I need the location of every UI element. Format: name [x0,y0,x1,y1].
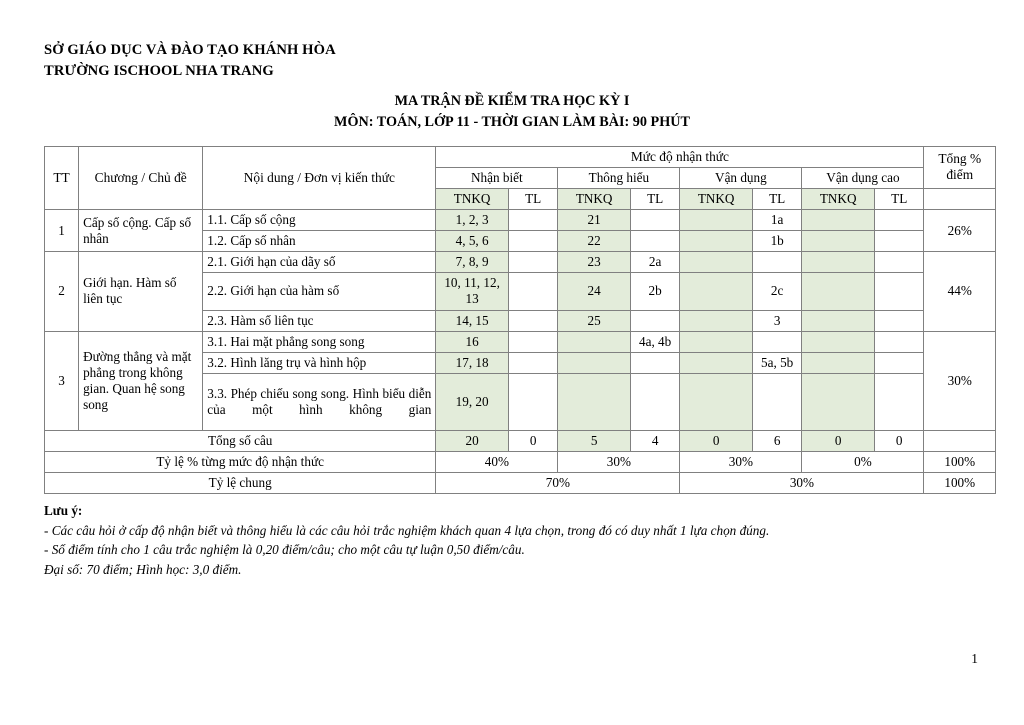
cell-nb-tl [508,373,557,430]
col-header-total-pct-spacer [924,188,996,209]
cell-th-tnkq: 21 [558,210,631,231]
cell-vd-tl: 3 [752,310,801,331]
cell-total-pct: 26% [924,210,996,252]
exam-matrix-table [44,146,996,495]
cell-vd-tl: 1b [752,231,801,252]
summary-label-overall-ratio: Tỷ lệ chung [45,472,436,493]
summary-vd-tl: 6 [752,430,801,451]
cell-nb-tnkq: 10, 11, 12, 13 [436,273,509,310]
cell-vdc-tnkq [802,273,875,310]
col-header-vdc-tnkq: TNKQ [802,188,875,209]
col-header-vdc-tl: TL [874,188,924,209]
page-title [44,91,980,132]
cell-nb-tnkq: 19, 20 [436,373,509,430]
cell-vdc-tl [874,231,924,252]
title-line-1: MA TRẬN ĐỀ KIỂM TRA HỌC KỲ I [394,93,630,110]
col-header-vd-tnkq: TNKQ [680,188,753,209]
cell-vd-tnkq [680,273,753,310]
cell-vd-tnkq [680,310,753,331]
col-header-level-thong-hieu: Thông hiểu [558,167,680,188]
col-header-th-tnkq: TNKQ [558,188,631,209]
cell-th-tl [630,231,679,252]
cell-vd-tnkq [680,231,753,252]
cell-th-tnkq [558,373,631,430]
notes-line-1: - Các câu hỏi ở cấp độ nhận biết và thông hiểu là các câu hỏi trắc nghiệm khách quan 4 lựa chọn, trong đó có duy nhất 1 lựa chọn đúng. [44,522,770,538]
col-header-nb-tl: TL [508,188,557,209]
summary-vdc-tl: 0 [874,430,924,451]
cell-th-tl: 2b [630,273,679,310]
row-content: 1.1. Cấp số cộng [203,210,436,231]
cell-th-tnkq: 24 [558,273,631,310]
cell-nb-tl [508,310,557,331]
cell-vdc-tl [874,252,924,273]
table-row [45,331,996,352]
cell-total-pct: 44% [924,252,996,331]
cell-vdc-tnkq [802,252,875,273]
notes-heading: Lưu ý: [44,503,83,519]
cell-nb-tl [508,252,557,273]
summary-row-ratio-per-level [45,451,996,472]
cell-nb-tnkq: 16 [436,331,509,352]
cell-vdc-tnkq [802,231,875,252]
header-row-1 [45,146,996,167]
summary-overall-ratio-total: 100% [924,472,996,493]
col-header-levels: Mức độ nhận thức [436,146,924,167]
cell-vdc-tl [874,373,924,430]
cell-vd-tnkq [680,252,753,273]
school-name: TRƯỜNG ISCHOOL NHA TRANG [44,63,274,80]
summary-label-ratio-per-level: Tỷ lệ % từng mức độ nhận thức [45,451,436,472]
cell-nb-tnkq: 1, 2, 3 [436,210,509,231]
cell-th-tl [630,310,679,331]
table-row [45,252,996,273]
col-header-tt: TT [45,146,79,210]
cell-total-pct: 30% [924,331,996,430]
row-tt: 3 [45,331,79,430]
summary-ratio-van-dung: 30% [680,451,802,472]
cell-vd-tl [752,331,801,352]
summary-ratio-level-total: 100% [924,451,996,472]
col-header-nb-tnkq: TNKQ [436,188,509,209]
summary-ratio-van-dung-cao: 0% [802,451,924,472]
cell-nb-tnkq: 7, 8, 9 [436,252,509,273]
cell-th-tl [630,210,679,231]
summary-overall-ratio-first: 70% [436,472,680,493]
letterhead [44,40,996,82]
cell-vdc-tnkq [802,373,875,430]
row-content: 3.2. Hình lăng trụ và hình hộp [203,352,436,373]
cell-vdc-tnkq [802,210,875,231]
cell-vdc-tl [874,310,924,331]
cell-vd-tl: 1a [752,210,801,231]
cell-nb-tl [508,331,557,352]
page-number: 1 [971,651,978,666]
title-line-2: MÔN: TOÁN, LỚP 11 - THỜI GIAN LÀM BÀI: 90 PHÚT [334,113,690,130]
cell-th-tl: 4a, 4b [630,331,679,352]
department-name: SỞ GIÁO DỤC VÀ ĐÀO TẠO KHÁNH HÒA [44,42,336,58]
table-row [45,210,996,231]
cell-th-tnkq [558,331,631,352]
cell-nb-tnkq: 17, 18 [436,352,509,373]
cell-th-tl [630,373,679,430]
cell-th-tnkq: 23 [558,252,631,273]
row-chapter: Cấp số cộng. Cấp số nhân [79,210,203,252]
cell-vdc-tl [874,273,924,310]
row-content: 2.3. Hàm số liên tục [203,310,436,331]
notes-section [44,501,996,579]
col-header-level-nhan-biet: Nhận biết [436,167,558,188]
cell-nb-tl [508,210,557,231]
summary-th-tnkq: 5 [558,430,631,451]
cell-th-tnkq: 25 [558,310,631,331]
cell-th-tnkq [558,352,631,373]
cell-vd-tl: 5a, 5b [752,352,801,373]
cell-vd-tl: 2c [752,273,801,310]
summary-ratio-thong-hieu: 30% [558,451,680,472]
notes-line-3: Đại số: 70 điểm; Hình học: 3,0 điểm. [44,561,242,577]
row-content: 3.1. Hai mặt phẳng song song [203,331,436,352]
col-header-content: Nội dung / Đơn vị kiến thức [203,146,436,210]
cell-th-tl: 2a [630,252,679,273]
cell-nb-tnkq: 4, 5, 6 [436,231,509,252]
summary-overall-ratio-second: 30% [680,472,924,493]
row-tt: 1 [45,210,79,252]
cell-vdc-tnkq [802,352,875,373]
summary-ratio-nhan-biet: 40% [436,451,558,472]
row-tt: 2 [45,252,79,331]
summary-row-total-questions [45,430,996,451]
cell-vd-tnkq [680,373,753,430]
cell-vdc-tl [874,352,924,373]
cell-vd-tl [752,373,801,430]
cell-vdc-tnkq [802,310,875,331]
cell-th-tnkq: 22 [558,231,631,252]
summary-label-total-questions: Tổng số câu [45,430,436,451]
cell-nb-tnkq: 14, 15 [436,310,509,331]
summary-nb-tnkq: 20 [436,430,509,451]
cell-vdc-tl [874,210,924,231]
cell-vd-tnkq [680,210,753,231]
summary-vdc-tnkq: 0 [802,430,875,451]
summary-vd-tnkq: 0 [680,430,753,451]
summary-row-overall-ratio [45,472,996,493]
table-body [45,210,996,494]
cell-vdc-tl [874,331,924,352]
notes-line-2: - Số điểm tính cho 1 câu trắc nghiệm là 0,20 điểm/câu; cho một câu tự luận 0,50 điểm/câu. [44,542,525,558]
row-content: 1.2. Cấp số nhân [203,231,436,252]
table-head [45,146,996,210]
cell-nb-tl [508,352,557,373]
row-content: 3.3. Phép chiếu song song. Hình biểu diễn của một hình không gian [203,373,436,430]
cell-nb-tl [508,231,557,252]
row-content: 2.2. Giới hạn của hàm số [203,273,436,310]
col-header-level-van-dung: Vận dụng [680,167,802,188]
summary-nb-tl: 0 [508,430,557,451]
col-header-level-van-dung-cao: Vận dụng cao [802,167,924,188]
row-content: 2.1. Giới hạn của dãy số [203,252,436,273]
cell-nb-tl [508,273,557,310]
col-header-total-pct: Tổng % điểm [924,146,996,188]
cell-th-tl [630,352,679,373]
cell-vd-tnkq [680,352,753,373]
summary-total-pct [924,430,996,451]
row-chapter: Đường thẳng và mặt phẳng trong không gian. Quan hệ song song [79,331,203,430]
summary-th-tl: 4 [630,430,679,451]
cell-vd-tl [752,252,801,273]
cell-vdc-tnkq [802,331,875,352]
row-chapter: Giới hạn. Hàm số liên tục [79,252,203,331]
col-header-vd-tl: TL [752,188,801,209]
col-header-th-tl: TL [630,188,679,209]
col-header-chapter: Chương / Chủ đề [79,146,203,210]
cell-vd-tnkq [680,331,753,352]
